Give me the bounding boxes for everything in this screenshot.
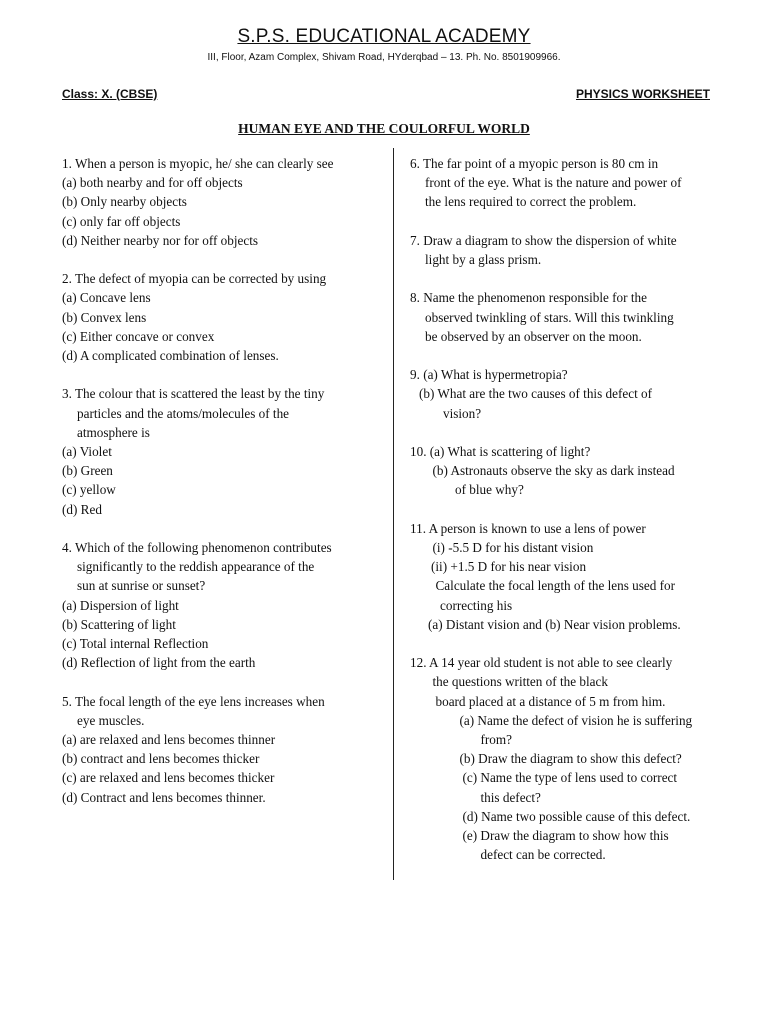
question-line: 6. The far point of a myopic person is 80 cm in — [410, 156, 659, 171]
question-line: significantly to the reddish appearance of the — [77, 559, 315, 575]
question-line: (b) Green — [62, 463, 113, 479]
question-block — [410, 519, 728, 634]
question-block — [62, 384, 382, 518]
worksheet-label: PHYSICS WORKSHEET — [575, 87, 710, 101]
question-line: board placed at a distance of 5 m from him. — [435, 693, 666, 709]
question-line: particles and the atoms/molecules of the — [77, 405, 290, 421]
question-line: Calculate the focal length of the lens used for — [435, 578, 675, 594]
question-line: (ii) +1.5 D for his near vision — [431, 559, 587, 575]
question-block — [410, 442, 728, 500]
question-line: the questions written of the black — [432, 674, 608, 690]
question-line: (i) -5.5 D for his distant vision — [432, 539, 594, 555]
question-spacer — [410, 269, 728, 288]
question-block — [410, 231, 728, 269]
question-spacer — [410, 212, 728, 231]
question-block — [410, 365, 728, 423]
question-line: vision? — [443, 405, 482, 421]
question-line: eye muscles. — [77, 712, 145, 728]
question-line: 12. A 14 year old student is not able to see clearly — [410, 655, 673, 671]
question-line: 7. Draw a diagram to show the dispersion of white — [410, 232, 677, 248]
question-line: 5. The focal length of the eye lens increases when — [62, 693, 325, 709]
question-line: (a) both nearby and for off objects — [62, 175, 243, 191]
question-spacer — [410, 634, 728, 653]
worksheet-topic: HUMAN EYE AND THE COULORFUL WORLD — [238, 121, 530, 136]
question-line: (d) Red — [62, 501, 102, 517]
question-line: (e) Draw the diagram to show how this — [462, 828, 669, 844]
question-line: (a) Name the defect of vision he is suffering — [459, 712, 693, 728]
question-line: 10. (a) What is scattering of light? — [410, 443, 591, 459]
question-block — [62, 154, 382, 250]
question-line: 11. A person is known to use a lens of power — [410, 520, 646, 536]
question-line: (b) What are the two causes of this defect of — [419, 386, 653, 402]
question-line: sun at sunrise or sunset? — [77, 578, 206, 594]
school-name: S.P.S. EDUCATIONAL ACADEMY — [237, 26, 531, 47]
question-spacer — [62, 365, 382, 384]
question-spacer — [62, 250, 382, 269]
question-line: observed twinkling of stars. Will this twinkling — [425, 309, 674, 325]
left-question-column — [62, 154, 382, 807]
question-line: (a) Violet — [62, 444, 112, 460]
question-line: of blue why? — [455, 482, 524, 498]
question-line: (b) Scattering of light — [62, 616, 176, 632]
question-line: the lens required to correct the problem. — [425, 194, 637, 210]
right-question-column — [410, 154, 728, 864]
question-line: 8. Name the phenomenon responsible for the — [410, 290, 647, 306]
question-line: (c) yellow — [62, 482, 116, 498]
question-line: 9. (a) What is hypermetropia? — [410, 367, 568, 383]
question-line: (a) Distant vision and (b) Near vision problems. — [428, 616, 681, 632]
question-line: (d) A complicated combination of lenses. — [62, 348, 279, 364]
question-line: (b) Convex lens — [62, 309, 147, 325]
class-label: Class: X. (CBSE) — [62, 87, 158, 101]
question-line: front of the eye. What is the nature and power of — [425, 175, 682, 191]
question-line: this defect? — [480, 789, 541, 805]
question-line: (a) Dispersion of light — [62, 597, 179, 613]
question-spacer — [410, 346, 728, 365]
question-line: from? — [480, 732, 512, 747]
question-line: (b) Draw the diagram to show this defect? — [459, 751, 682, 767]
question-block — [62, 538, 382, 672]
question-line: light by a glass prism. — [425, 252, 542, 267]
question-line: defect can be corrected. — [480, 847, 606, 863]
column-divider — [393, 148, 394, 880]
question-line: 3. The colour that is scattered the least by the tiny — [62, 386, 325, 402]
question-line: (d) Reflection of light from the earth — [62, 655, 256, 671]
question-line: 1. When a person is myopic, he/ she can clearly see — [62, 156, 334, 171]
question-block — [410, 288, 728, 346]
question-spacer — [62, 519, 382, 538]
question-block — [410, 653, 728, 864]
question-line: (a) Concave lens — [62, 290, 151, 306]
question-line: (b) contract and lens becomes thicker — [62, 751, 260, 767]
question-line: (a) are relaxed and lens becomes thinner — [62, 732, 276, 748]
question-line: 2. The defect of myopia can be corrected by using — [62, 271, 327, 287]
question-line: correcting his — [440, 597, 513, 613]
question-line: (c) Name the type of lens used to correct — [462, 770, 678, 786]
school-address: III, Floor, Azam Complex, Shivam Road, HYderqbad – 13. Ph. No. 8501909966. — [207, 52, 561, 63]
question-block — [62, 692, 382, 807]
question-line: (c) are relaxed and lens becomes thicker — [62, 770, 275, 786]
question-spacer — [410, 423, 728, 442]
question-block — [62, 269, 382, 365]
question-line: (d) Name two possible cause of this defect. — [462, 808, 691, 824]
question-block — [410, 154, 728, 212]
question-line: (c) Either concave or convex — [62, 328, 215, 344]
question-line: be observed by an observer on the moon. — [425, 328, 642, 344]
question-line: (d) Neither nearby nor for off objects — [62, 232, 259, 248]
question-line: 4. Which of the following phenomenon contributes — [62, 540, 332, 556]
question-line: (d) Contract and lens becomes thinner. — [62, 789, 266, 805]
question-spacer — [410, 500, 728, 519]
question-spacer — [62, 672, 382, 691]
question-line: (b) Astronauts observe the sky as dark instead — [432, 463, 675, 479]
question-line: atmosphere is — [77, 424, 150, 440]
question-line: (c) Total internal Reflection — [62, 636, 209, 652]
question-line: (c) only far off objects — [62, 213, 181, 229]
question-line: (b) Only nearby objects — [62, 194, 187, 210]
